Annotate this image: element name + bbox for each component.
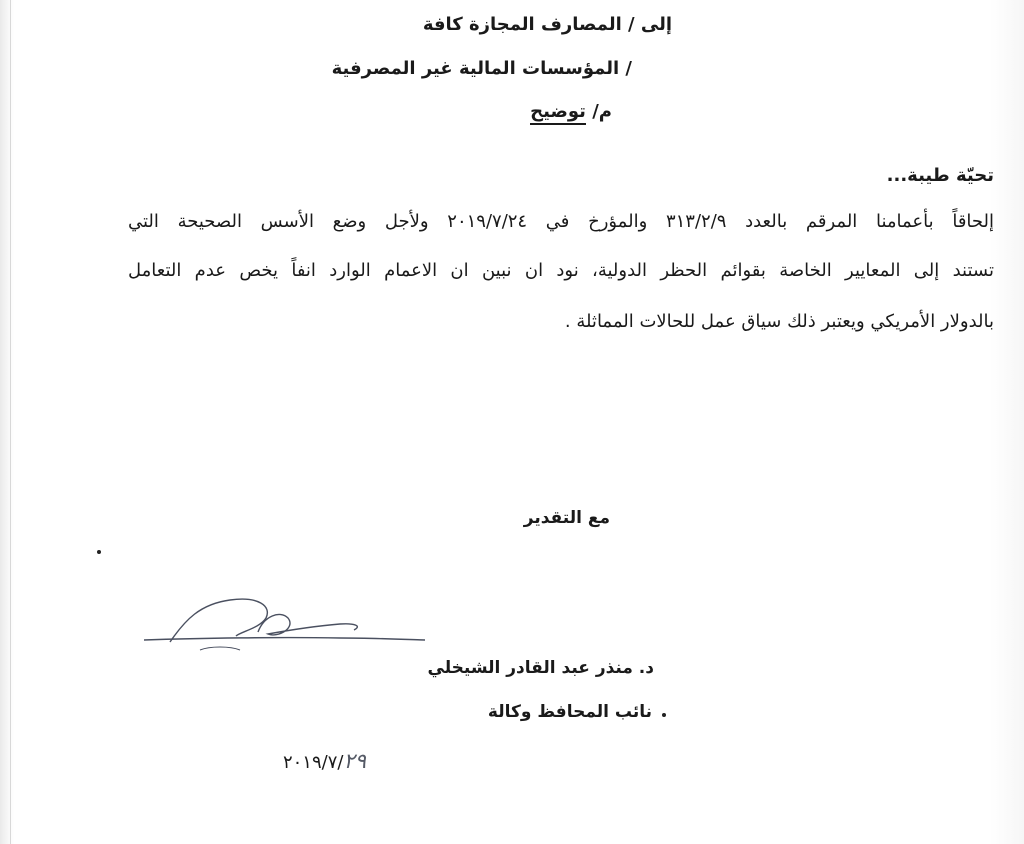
subject-title: توضيح (530, 101, 586, 125)
body-line-1: إلحاقاً بأعمامنا المرقم بالعدد ٣١٣/٢/٩ والمؤرخ في ٢٠١٩/٧/٢٤ ولأجل وضع الأسس الصحيحة التي (128, 211, 995, 232)
subject-prefix: م/ (592, 101, 612, 122)
address-line-2: / المؤسسات المالية غير المصرفية (331, 58, 632, 79)
body-line-2: تستند إلى المعايير الخاصة بقوائم الحظر الدولية، نود ان نبين ان الاعمام الوارد انفاً يخص عدم التعامل (128, 260, 994, 281)
handwritten-signature (140, 590, 430, 660)
signatory-title: نائب المحافظ وكالة (487, 702, 652, 722)
page-left-edge (10, 0, 11, 844)
subject-line (530, 101, 612, 122)
closing-phrase: مع التقدير (523, 508, 610, 528)
speck (97, 550, 101, 554)
signature-date (283, 749, 372, 773)
body-line-3: بالدولار الأمريكي ويعتبر ذلك سياق عمل للحالات المماثلة . (564, 311, 994, 332)
address-line-1: إلى / المصارف المجازة كافة (422, 14, 672, 35)
date-handwritten-day: ٢٩ (343, 749, 366, 773)
greeting: تحيّة طيبة... (886, 165, 994, 186)
speck (662, 713, 666, 717)
signatory-name: د. منذر عبد القادر الشيخلي (427, 658, 654, 678)
date-printed: ٢٠١٩/٧/ (282, 752, 344, 773)
